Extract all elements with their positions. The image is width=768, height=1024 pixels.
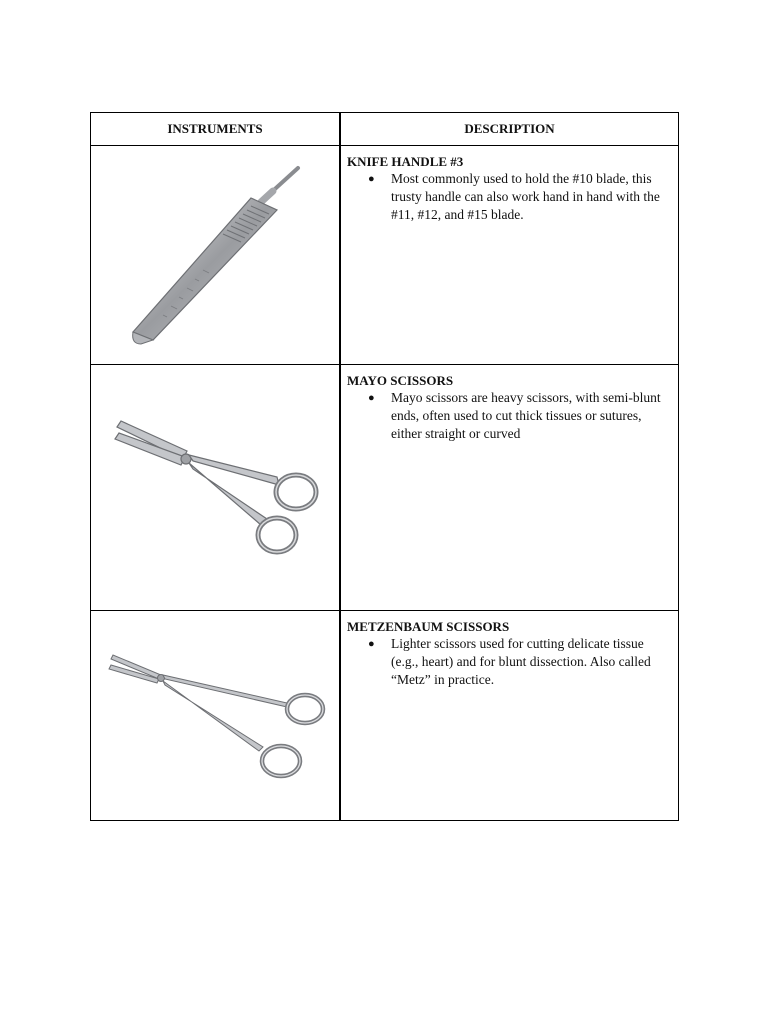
- description-list: [347, 389, 672, 443]
- description-list: [347, 635, 672, 689]
- table-row: [91, 611, 679, 821]
- instrument-description: Lighter scissors used for cutting delicate tissue (e.g., heart) and for blunt dissection. Also called “Metz” in practice.: [391, 636, 651, 687]
- list-item: [347, 170, 672, 224]
- table-row: [91, 365, 679, 611]
- instrument-image-cell: [91, 611, 341, 821]
- bullet-icon: ●: [368, 392, 375, 404]
- instrument-description-cell: [340, 365, 679, 611]
- list-item: [347, 635, 672, 689]
- bullet-icon: ●: [368, 638, 375, 650]
- instrument-name: METZENBAUM SCISSORS: [347, 619, 510, 634]
- header-instruments: INSTRUMENTS: [91, 113, 341, 146]
- list-item: [347, 389, 672, 443]
- instrument-description-cell: [340, 146, 679, 365]
- table-header-row: [91, 113, 679, 146]
- description-list: [347, 170, 672, 224]
- instrument-image-cell: [91, 365, 341, 611]
- instrument-name: KNIFE HANDLE #3: [347, 154, 464, 169]
- instrument-description-cell: [340, 611, 679, 821]
- instrument-description: Most commonly used to hold the #10 blade, this trusty handle can also work hand in hand with the #11, #12, and #15 blade.: [391, 171, 660, 222]
- header-description: DESCRIPTION: [340, 113, 679, 146]
- knife-handle-icon: [91, 150, 339, 360]
- table-row: [91, 146, 679, 365]
- instruments-table: [90, 112, 679, 821]
- metzenbaum-scissors-icon: [91, 615, 339, 816]
- instrument-name: MAYO SCISSORS: [347, 373, 454, 388]
- bullet-icon: ●: [368, 173, 375, 185]
- instrument-image-cell: [91, 146, 341, 365]
- mayo-scissors-icon: [91, 369, 339, 606]
- instrument-description: Mayo scissors are heavy scissors, with semi-blunt ends, often used to cut thick tissues or sutures, either straight or curved: [391, 390, 661, 441]
